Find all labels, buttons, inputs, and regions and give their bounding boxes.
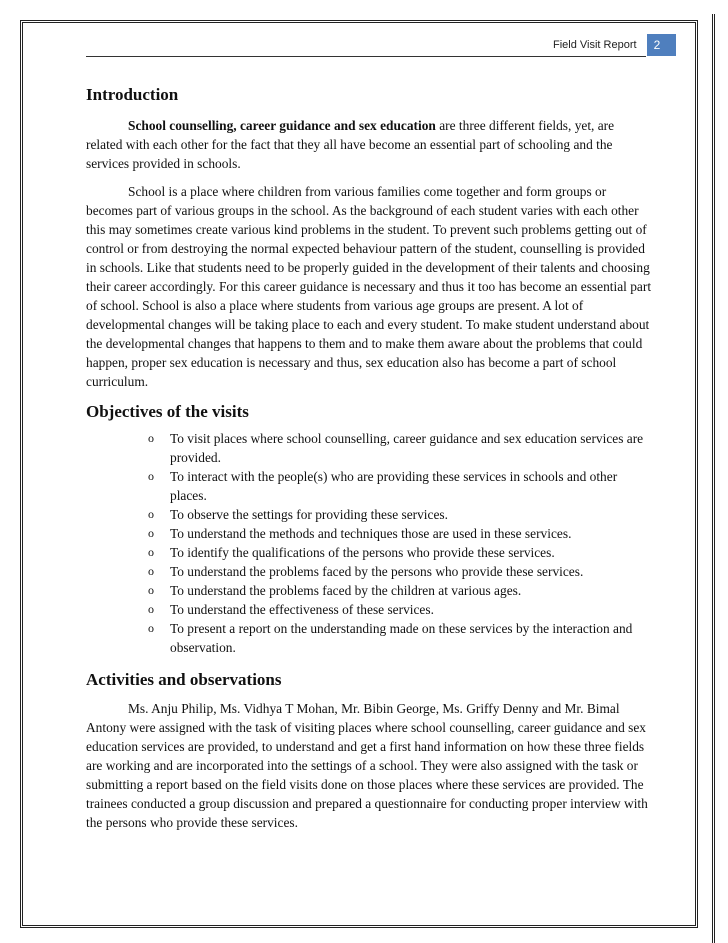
bullet-icon: o (148, 621, 154, 635)
bullet-icon: o (148, 602, 154, 616)
intro-paragraph-1 (86, 116, 652, 173)
list-item: o To understand the methods and techniques those are used in these services. (148, 526, 572, 541)
intro-bold-lead: School counselling, career guidance and sex education (128, 118, 436, 133)
activities-paragraph: Ms. Anju Philip, Ms. Vidhya T Mohan, Mr. Bibin George, Ms. Griffy Denny and Mr. Bimal Antony were assigned with the task of visiting places where school counselling, career guidance and sex education services are provided, to understand and get a first hand information on how these three fields are working and are incorporated into the settings of a school. They were also assigned with the task or submitting a report based on the field visits done on those places where these services are provided. The trainees conducted a group discussion and prepared a questionnaire for conducting proper interview with the persons who provide these services. (86, 701, 648, 830)
list-item: o To understand the effectiveness of these services. (148, 602, 434, 617)
header-title: Field Visit Report (553, 39, 637, 51)
page-number: 2 (647, 34, 676, 56)
list-item: o To identify the qualifications of the persons who provide these services. (148, 545, 555, 560)
document-body (86, 84, 652, 832)
intro-paragraph-2: School is a place where children from various families come together and form groups or becomes part of various groups in the school. As the background of each student varies with each other this may sometimes create various kind problems in the student. To prevent such problems getting out of control or from destroying the normal expected behaviour pattern of the student, counselling is provided in schools. Like that students need to be properly guided in the development of their talents and choosing their career accordingly. For this career guidance is necessary and thus it too has become an essential part of school. School is also a place where students from various age groups are present. A lot of developmental changes will be taking place to each and every student. To make student understand about the developmental changes that happens to them and to make them aware about the problems that could happen, proper sex education is necessary and thus, sex education also has become a part of school curriculum. (86, 184, 652, 389)
list-item: o To interact with the people(s) who are providing these services in schools and other places. (148, 469, 618, 503)
objectives-list (86, 429, 652, 657)
bullet-icon: o (148, 507, 154, 521)
intro-p1-text: are three different fields, yet, are related with each other for the fact that they all have become an essential part of schooling and the services provided in schools. (86, 118, 615, 171)
heading-introduction: Introduction (86, 85, 179, 104)
header-divider (86, 56, 646, 57)
page-edge-rule (712, 14, 726, 943)
bullet-icon: o (148, 526, 154, 540)
running-header (553, 34, 676, 56)
bullet-icon: o (148, 545, 154, 559)
list-item: o To visit places where school counselling, career guidance and sex education services are provided. (148, 431, 644, 465)
list-item: o To present a report on the understanding made on these services by the interaction and observation. (148, 621, 633, 655)
bullet-icon: o (148, 583, 154, 597)
bullet-icon: o (148, 469, 154, 483)
heading-activities: Activities and observations (86, 670, 282, 689)
list-item: o To understand the problems faced by the persons who provide these services. (148, 564, 584, 579)
list-item: o To observe the settings for providing these services. (148, 507, 448, 522)
bullet-icon: o (148, 564, 154, 578)
heading-objectives: Objectives of the visits (86, 402, 249, 421)
list-item: o To understand the problems faced by the children at various ages. (148, 583, 522, 598)
bullet-icon: o (148, 431, 154, 445)
